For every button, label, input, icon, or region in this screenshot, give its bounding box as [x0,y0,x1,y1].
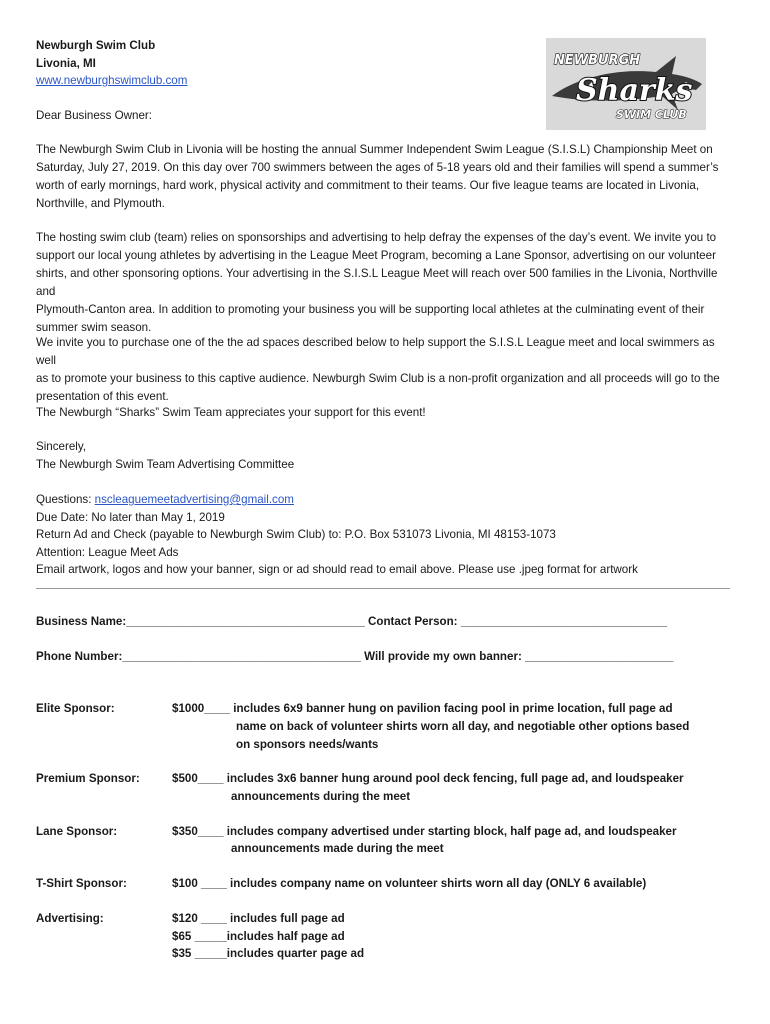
signature: The Newburgh Swim Team Advertising Committee [36,458,295,471]
paragraph-1-line: The Newburgh Swim Club in Livonia will be hosting the annual Summer Independent Swim League (S.I.S.L) Championship Meet on [36,143,713,156]
paragraph-2-line: support our local young athletes by advertising in the League Meet Program, becoming a Lane Sponsor, advertising on our volunteer [36,249,716,262]
paragraph-3 [36,334,736,406]
business-name-field[interactable]: Business Name:_____________________________________ Contact Person: ________________________________ [36,615,668,628]
advertising-option-half[interactable]: $65 _____includes half page ad [172,930,345,943]
lane-sponsor-line: announcements made during the meet [231,842,444,855]
section-divider [36,588,730,589]
questions-line [36,491,294,509]
shark-logo-graphic [546,38,706,130]
closing: Sincerely, [36,440,87,453]
attention-line: Attention: League Meet Ads [36,546,179,559]
club-website-link[interactable]: www.newburghswimclub.com [36,74,188,87]
advertising-option-full[interactable]: $120 ____ includes full page ad [172,912,345,925]
paragraph-2-line: summer swim season. [36,321,152,334]
paragraph-3-line: We invite you to purchase one of the the ad spaces described below to help support the S.I.S.L League meet and local swimmers as well [36,336,715,367]
paragraph-1-line: Northville, and Plymouth. [36,197,165,210]
paragraph-1 [36,141,736,213]
paragraph-4: The Newburgh “Sharks” Swim Team appreciates your support for this event! [36,406,426,419]
paragraph-3-line: presentation of this event. [36,390,169,403]
premium-sponsor-label: Premium Sponsor: [36,772,140,785]
paragraph-3-line: as to promote your business to this captive audience. Newburgh Swim Club is a non-profit organization and all proceeds will go to the [36,372,720,385]
tshirt-sponsor-line[interactable]: $100 ____ includes company name on volunteer shirts worn all day (ONLY 6 available) [172,877,647,890]
premium-sponsor-line[interactable]: $500____ includes 3x6 banner hung around pool deck fencing, full page ad, and loudspeaker [172,772,684,785]
elite-sponsor-label: Elite Sponsor: [36,702,115,715]
elite-sponsor-line: name on back of volunteer shirts worn all day, and negotiable other options based [236,720,690,733]
due-date: Due Date: No later than May 1, 2019 [36,511,225,524]
lane-sponsor-line[interactable]: $350____ includes company advertised under starting block, half page ad, and loudspeaker [172,825,677,838]
return-address: Return Ad and Check (payable to Newburgh Swim Club) to: P.O. Box 531073 Livonia, MI 48153-1073 [36,528,556,541]
logo-text-swim-club: SWIM CLUB [616,108,687,121]
logo-text-newburgh: NEWBURGH [554,53,641,68]
email-artwork-note: Email artwork, logos and how your banner, sign or ad should read to email above. Please use .jpeg format for artwork [36,563,638,576]
phone-number-field[interactable]: Phone Number:_____________________________________ Will provide my own banner: _______________________ [36,650,674,663]
paragraph-1-line: worth of early mornings, hard work, physical activity and commitment to their teams. Our five league teams are located in Livonia, [36,179,700,192]
paragraph-2-line: The hosting swim club (team) relies on sponsorships and advertising to help defray the expenses of the day’s event. We invite you to [36,231,717,244]
advertising-option-quarter[interactable]: $35 _____includes quarter page ad [172,947,365,960]
paragraph-2 [36,229,736,337]
elite-sponsor-line: on sponsors needs/wants [236,738,379,751]
lane-sponsor-label: Lane Sponsor: [36,825,118,838]
questions-label: Questions: [36,493,95,506]
paragraph-2-line: Plymouth-Canton area. In addition to promoting your business you will be supporting local athletes at the culminating event of their [36,303,705,316]
contact-email-link[interactable]: nscleaguemeetadvertising@gmail.com [94,493,294,506]
paragraph-2-line: shirts, and other sponsoring options. Your advertising in the S.I.S.L League Meet will reach over 500 families in the Livonia, Northville and [36,267,718,298]
salutation: Dear Business Owner: [36,109,152,122]
premium-sponsor-line: announcements during the meet [231,790,411,803]
sharks-logo [546,38,706,130]
club-name: Newburgh Swim Club [36,39,156,52]
tshirt-sponsor-label: T-Shirt Sponsor: [36,877,127,890]
logo-text-sharks: Sharks [576,73,693,108]
paragraph-1-line: Saturday, July 27, 2019. On this day over 700 swimmers between the ages of 5-18 years old and their families will spend a summer’s [36,161,719,174]
club-city: Livonia, MI [36,57,96,70]
advertising-label: Advertising: [36,912,104,925]
elite-sponsor-line[interactable]: $1000____ includes 6x9 banner hung on pavilion facing pool in prime location, full page ad [172,702,673,715]
